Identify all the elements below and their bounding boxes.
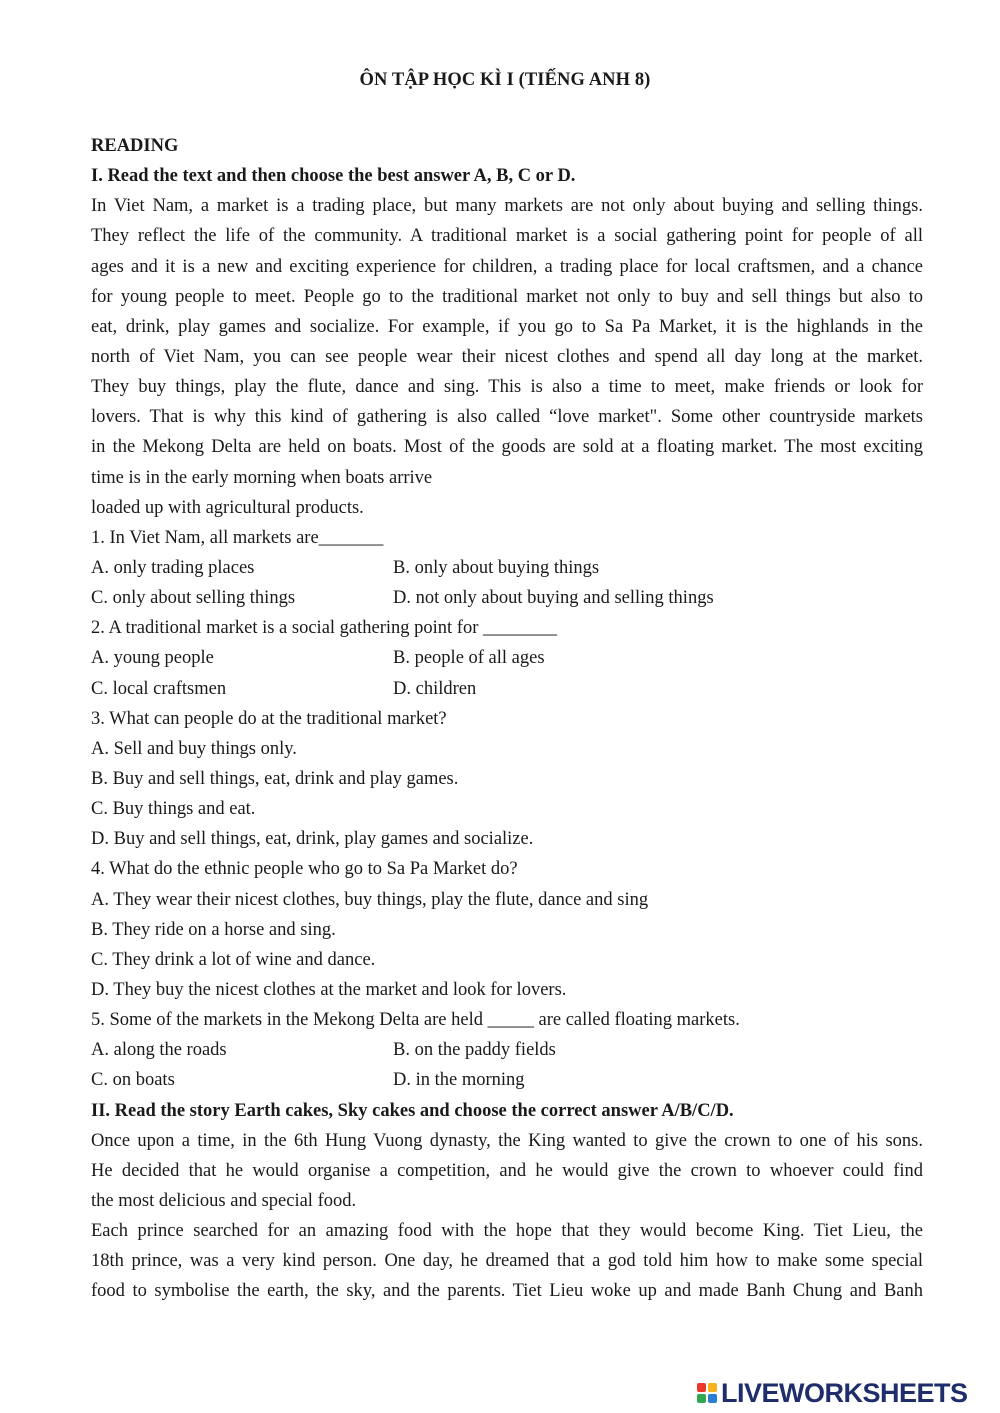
option-row <box>91 945 923 975</box>
story-line: food to symbolise the earth, the sky, and the parents. Tiet Lieu woke up and made Banh Chung and Banh <box>91 1281 923 1302</box>
answer-option: B. They ride on a horse and sing. <box>91 919 336 940</box>
answer-option: D. children <box>393 678 477 699</box>
answer-option: C. local craftsmen <box>91 678 227 699</box>
question-list <box>91 523 923 1096</box>
story-line: He decided that he would organise a competition, and he would give the crown to whoever could find <box>91 1160 923 1181</box>
question-text: 2. A traditional market is a social gathering point for ________ <box>91 618 558 639</box>
answer-option: A. only trading places <box>91 557 255 578</box>
page-title: ÔN TẬP HỌC KÌ I (TIẾNG ANH 8) <box>359 70 651 90</box>
option-row <box>91 583 923 613</box>
part1-heading: I. Read the text and then choose the best answer A, B, C or D. <box>91 166 576 187</box>
answer-option: B. on the paddy fields <box>393 1040 556 1061</box>
option-row <box>91 1035 923 1065</box>
liveworksheets-logo-icon <box>697 1383 717 1403</box>
option-row <box>91 1065 923 1095</box>
answer-option: D. not only about buying and selling things <box>393 588 714 609</box>
answer-option: C. on boats <box>91 1070 175 1091</box>
answer-option: B. people of all ages <box>393 648 545 669</box>
liveworksheets-watermark <box>697 1376 968 1410</box>
option-row <box>91 824 923 854</box>
option-row <box>91 885 923 915</box>
option-row <box>91 674 923 704</box>
option-row <box>91 553 923 583</box>
question-text: 1. In Viet Nam, all markets are_______ <box>91 527 384 548</box>
passage-line: They buy things, play the flute, dance and sing. This is also a time to meet, make friends or look for <box>91 377 923 398</box>
worksheet-content <box>91 131 923 1306</box>
option-row <box>91 643 923 673</box>
option-row <box>91 794 923 824</box>
passage-line: for young people to meet. People go to the traditional market not only to buy and sell things but also to <box>91 286 923 307</box>
logo-square-blue <box>708 1394 717 1403</box>
answer-option: D. They buy the nicest clothes at the market and look for lovers. <box>91 979 567 1000</box>
passage-line: They reflect the life of the community. A traditional market is a social gathering point for people of all <box>91 226 923 247</box>
story-line: 18th prince, was a very kind person. One day, he dreamed that a god told him how to make some special <box>91 1251 923 1272</box>
reading-passage <box>91 191 923 523</box>
option-row <box>91 734 923 764</box>
option-row <box>91 975 923 1005</box>
answer-option: A. along the roads <box>91 1040 227 1061</box>
part2-heading: II. Read the story Earth cakes, Sky cakes and choose the correct answer A/B/C/D. <box>91 1100 734 1121</box>
answer-option: A. They wear their nicest clothes, buy things, play the flute, dance and sing <box>91 889 649 910</box>
passage-line: ages and it is a new and exciting experience for children, a trading place for local craftsmen, and a chance <box>91 256 923 277</box>
answer-option: C. only about selling things <box>91 588 296 609</box>
passage-line: loaded up with agricultural products. <box>91 497 364 518</box>
story-line: Once upon a time, in the 6th Hung Vuong dynasty, the King wanted to give the crown to one of his sons. <box>91 1130 923 1151</box>
passage-line: time is in the early morning when boats arrive <box>91 467 433 488</box>
passage-line: eat, drink, play games and socialize. For example, if you go to Sa Pa Market, it is the highlands in the <box>91 316 923 337</box>
logo-square-green <box>697 1394 706 1403</box>
story-passage <box>91 1126 923 1307</box>
answer-option: B. only about buying things <box>393 557 600 578</box>
answer-option: D. in the morning <box>393 1070 525 1091</box>
story-line: the most delicious and special food. <box>91 1190 357 1211</box>
answer-option: B. Buy and sell things, eat, drink and play games. <box>91 768 459 789</box>
logo-square-yellow <box>708 1383 717 1392</box>
option-row <box>91 915 923 945</box>
answer-option: C. They drink a lot of wine and dance. <box>91 949 376 970</box>
passage-line: in the Mekong Delta are held on boats. Most of the goods are sold at a floating market. The most exciting <box>91 437 923 458</box>
question-text: 5. Some of the markets in the Mekong Delta are held _____ are called floating markets. <box>91 1010 740 1031</box>
passage-line: lovers. That is why this kind of gathering is also called “love market". Some other countryside markets <box>91 407 923 428</box>
logo-square-red <box>697 1383 706 1392</box>
section-heading: READING <box>91 136 179 156</box>
question-text: 3. What can people do at the traditional market? <box>91 708 447 729</box>
answer-option: A. Sell and buy things only. <box>91 738 297 759</box>
answer-option: D. Buy and sell things, eat, drink, play games and socialize. <box>91 829 534 850</box>
option-row <box>91 764 923 794</box>
passage-line: In Viet Nam, a market is a trading place, but many markets are not only about buying and selling things. <box>91 196 923 217</box>
watermark-text: LIVEWORKSHEETS <box>721 1377 968 1408</box>
answer-option: A. young people <box>91 648 214 669</box>
question-text: 4. What do the ethnic people who go to Sa Pa Market do? <box>91 859 518 880</box>
answer-option: C. Buy things and eat. <box>91 799 256 820</box>
story-line: Each prince searched for an amazing food with the hope that they would become King. Tiet Lieu, the <box>91 1221 923 1242</box>
passage-line: north of Viet Nam, you can see people wear their nicest clothes and spend all day long at the market. <box>91 346 923 367</box>
